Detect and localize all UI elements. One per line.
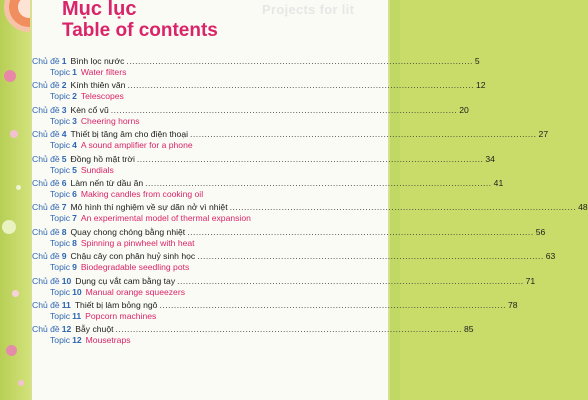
bubble-decoration — [6, 345, 17, 356]
leader-dots: ........................................................................................................................ — [110, 104, 458, 115]
chapter-title-vietnamese: Thiết bị tăng âm cho điện thoại — [70, 129, 189, 140]
toc-entry[interactable] — [32, 202, 588, 226]
toc-entry-vietnamese — [32, 153, 495, 165]
toc-entry-vietnamese — [32, 299, 518, 311]
topic-title-english: An experimental model of thermal expansion — [80, 213, 251, 224]
chapter-title-vietnamese: Bẫy chuột — [75, 324, 114, 335]
chapter-label: Chủ đề — [32, 104, 60, 115]
chapter-title-vietnamese: Kèn cổ vũ — [70, 104, 109, 115]
topic-title-english: Popcorn machines — [85, 310, 157, 321]
chapter-number: 12 — [61, 324, 72, 335]
page-number: 5 — [474, 56, 480, 66]
toc-entry-vietnamese — [32, 104, 469, 116]
toc-entry[interactable] — [32, 153, 495, 178]
toc-entry-english — [32, 140, 392, 151]
chapter-title-vietnamese: Bình lọc nước — [70, 56, 125, 66]
chapter-label: Chủ đề — [32, 299, 60, 310]
toc-entry[interactable] — [32, 275, 536, 300]
topic-label: Topic — [50, 188, 71, 199]
page-number: 34 — [485, 153, 495, 164]
topic-title-english: Cheering horns — [80, 115, 140, 126]
chapter-number: 7 — [61, 202, 67, 213]
topic-number: 1 — [72, 67, 77, 77]
topic-number: 2 — [72, 91, 77, 102]
topic-number: 7 — [72, 213, 77, 224]
toc-entry-english — [32, 91, 392, 102]
bleed-through-text: Projects for lit — [262, 2, 355, 17]
topic-number: 12 — [72, 335, 82, 346]
topic-title-english: A sound amplifier for a phone — [80, 140, 193, 151]
chapter-number: 4 — [61, 129, 67, 140]
toc-entry-vietnamese — [32, 275, 536, 287]
chapter-label: Chủ đề — [32, 177, 60, 188]
topic-number: 3 — [72, 115, 77, 126]
page-number: 63 — [545, 251, 556, 262]
toc-entry-english — [32, 287, 392, 298]
topic-number: 8 — [72, 237, 77, 248]
chapter-number: 6 — [61, 177, 67, 188]
chapter-label: Chủ đề — [32, 56, 60, 66]
chapter-number: 3 — [61, 104, 67, 115]
page-title-english: Table of contents — [62, 20, 218, 41]
toc-entry-vietnamese — [32, 129, 549, 140]
topic-number: 4 — [72, 140, 77, 151]
chapter-number: 9 — [61, 251, 67, 262]
chapter-title-vietnamese: Làm nến từ dầu ăn — [70, 177, 144, 188]
chapter-number: 8 — [61, 226, 67, 237]
page-number: 85 — [464, 324, 474, 335]
chapter-label: Chủ đề — [32, 324, 60, 335]
chapter-label: Chủ đề — [32, 275, 60, 286]
toc-entry[interactable] — [32, 56, 480, 80]
topic-title-english: Biodegradable seedling pots — [80, 262, 190, 273]
topic-number: 6 — [72, 188, 77, 199]
topic-label: Topic — [50, 335, 71, 346]
chapter-title-vietnamese: Dụng cụ vắt cam bằng tay — [75, 275, 176, 286]
toc-entry-vietnamese — [32, 202, 588, 213]
table-of-contents — [32, 56, 588, 349]
topic-title-english: Mousetraps — [85, 335, 131, 346]
chapter-number: 11 — [61, 299, 71, 310]
bubble-decoration — [10, 130, 18, 138]
leader-dots: ........................................................................................................................ — [190, 129, 537, 140]
chapter-number: 5 — [61, 153, 67, 164]
chapter-number: 2 — [61, 80, 67, 91]
chapter-label: Chủ đề — [32, 202, 60, 213]
topic-label: Topic — [50, 91, 71, 102]
topic-label: Topic — [50, 237, 71, 248]
topic-label: Topic — [50, 140, 71, 151]
toc-entry-english — [32, 116, 392, 127]
topic-label: Topic — [50, 115, 71, 126]
toc-entry[interactable] — [32, 80, 486, 104]
topic-title-english: Water filters — [80, 67, 127, 77]
topic-label: Topic — [50, 67, 71, 77]
chapter-title-vietnamese: Mô hình thí nghiệm về sự dãn nở vì nhiệt — [70, 202, 228, 213]
page-number: 12 — [475, 80, 486, 91]
topic-number: 10 — [72, 286, 82, 297]
topic-label: Topic — [50, 213, 71, 224]
toc-entry-english — [32, 335, 392, 346]
chapter-title-vietnamese: Chậu cây con phân huỷ sinh học — [70, 251, 196, 262]
chapter-number: 10 — [61, 275, 72, 286]
leader-dots: ........................................................................................................................ — [159, 299, 506, 310]
topic-label: Topic — [50, 310, 71, 321]
chapter-title-vietnamese: Thiết bị làm bỏng ngô — [74, 299, 158, 310]
leader-dots: ........................................................................................................................ — [115, 324, 463, 335]
topic-title-english: Manual orange squeezers — [85, 286, 185, 297]
toc-entry-vietnamese — [32, 177, 504, 189]
page-number: 48 — [578, 202, 588, 213]
toc-entry-english — [32, 213, 392, 224]
chapter-number: 1 — [61, 56, 67, 66]
chapter-label: Chủ đề — [32, 129, 60, 140]
toc-entry[interactable] — [32, 129, 549, 153]
toc-entry[interactable] — [32, 226, 546, 251]
leader-dots: ........................................................................................................................ — [177, 275, 524, 286]
toc-entry-vietnamese — [32, 56, 480, 67]
page-number: 41 — [493, 177, 504, 188]
toc-entry[interactable] — [32, 177, 504, 202]
toc-entry[interactable] — [32, 251, 556, 275]
bubble-decoration — [18, 380, 24, 386]
leader-dots: ........................................................................................................................ — [136, 153, 484, 164]
chapter-label: Chủ đề — [32, 153, 60, 164]
page-number: 78 — [507, 299, 518, 310]
toc-entry-english — [32, 67, 392, 78]
leader-dots: ........................................................................................................................ — [127, 80, 474, 91]
topic-title-english: Sundials — [80, 164, 114, 175]
topic-title-english: Spinning a pinwheel with heat — [80, 237, 195, 248]
toc-entry-vietnamese — [32, 226, 546, 238]
chapter-label: Chủ đề — [32, 80, 60, 91]
bubble-decoration — [4, 70, 16, 82]
toc-entry[interactable] — [32, 324, 474, 348]
bubble-decoration — [2, 220, 16, 234]
bubble-decoration — [16, 185, 21, 190]
page-number: 27 — [538, 129, 549, 140]
page-number: 20 — [459, 104, 469, 115]
topic-title-english: Telescopes — [80, 91, 124, 102]
topic-label: Topic — [50, 262, 71, 273]
toc-entry-vietnamese — [32, 324, 474, 335]
toc-entry[interactable] — [32, 104, 469, 129]
toc-entry-english — [32, 262, 392, 273]
chapter-title-vietnamese: Kính thiên văn — [70, 80, 126, 91]
toc-entry-vietnamese — [32, 251, 556, 262]
leader-dots: ........................................................................................................................ — [187, 226, 534, 237]
chapter-label: Chủ đề — [32, 226, 60, 237]
topic-label: Topic — [50, 286, 71, 297]
toc-entry[interactable] — [32, 299, 518, 324]
chapter-title-vietnamese: Đồng hồ mặt trời — [70, 153, 135, 164]
toc-entry-vietnamese — [32, 80, 486, 91]
leader-dots: ........................................................................................................................ — [197, 251, 544, 262]
topic-number: 9 — [72, 262, 77, 273]
toc-entry-english — [32, 189, 392, 200]
leader-dots: ........................................................................................................................ — [229, 202, 577, 213]
toc-entry-english — [32, 311, 392, 322]
topic-number: 5 — [72, 164, 77, 175]
topic-title-english: Making candles from cooking oil — [80, 188, 204, 199]
toc-entry-english — [32, 238, 392, 249]
toc-entry-english — [32, 165, 392, 176]
leader-dots: ........................................................................................................................ — [126, 56, 473, 66]
toc-page — [30, 0, 588, 400]
page-title-vietnamese: Mục lục — [62, 0, 137, 20]
page-number: 56 — [535, 226, 546, 237]
topic-number: 11 — [72, 310, 82, 321]
bubble-decoration — [12, 290, 19, 297]
page-number: 71 — [525, 275, 536, 286]
chapter-title-vietnamese: Quay chong chóng bằng nhiệt — [70, 226, 186, 237]
chapter-label: Chủ đề — [32, 251, 60, 262]
leader-dots: ........................................................................................................................ — [145, 177, 492, 188]
topic-label: Topic — [50, 164, 71, 175]
